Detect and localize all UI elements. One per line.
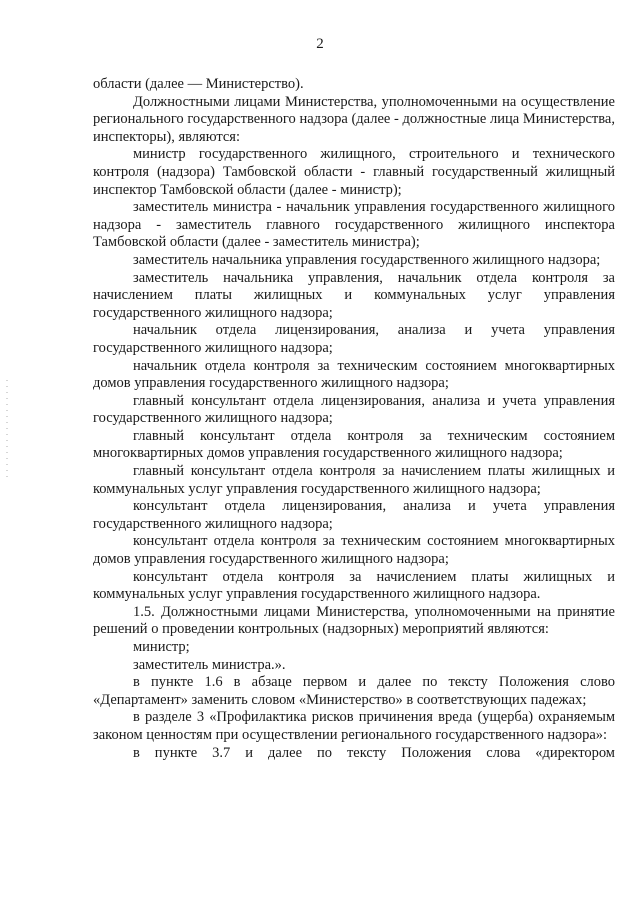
paragraph: в пункте 1.6 в абзаце первом и далее по тексту Положения слово «Департамент» заменить словом «Министерство» в соответствующих падежах; <box>93 674 615 708</box>
page-number: 2 <box>316 36 324 52</box>
paragraph: заместитель министра - начальник управления государственного жилищного надзора - заместитель главного государственного жилищного инспектора Тамбовской области (далее - заместитель министра); <box>93 199 615 251</box>
paragraph: министр государственного жилищного, строительного и технического контроля (надзора) Тамбовской области - главный государственный жилищный инспектор Тамбовской области (далее - министр); <box>93 146 615 198</box>
paragraph: консультант отдела лицензирования, анализа и учета управления государственного жилищного надзора; <box>93 498 615 532</box>
paragraph: министр; <box>133 639 190 655</box>
paragraph: 1.5. Должностными лицами Министерства, уполномоченными на принятие решений о проведении контрольных (надзорных) мероприятий являются: <box>93 603 615 638</box>
paragraph: в разделе 3 «Профилактика рисков причинения вреда (ущерба) охраняемым законом ценностям при осуществлении регионального государственного надзора»: <box>93 709 615 743</box>
paragraph: главный консультант отдела лицензирования, анализа и учета управления государственного жилищного надзора; <box>93 392 615 427</box>
paragraph: заместитель начальника управления, начальник отдела контроля за начислением платы жилищных и коммунальных услуг управления государственного жилищного надзора; <box>93 269 615 321</box>
paragraph: заместитель министра.». <box>133 656 286 673</box>
paragraph: в пункте 3.7 и далее по тексту Положения слова «директором <box>133 744 615 761</box>
document-body <box>93 76 615 762</box>
paragraph: консультант отдела контроля за техническим состоянием многоквартирных домов управления государственного жилищного надзора; <box>93 533 615 568</box>
paragraph: области (далее — Министерство). <box>93 76 304 92</box>
paragraph: консультант отдела контроля за начислением платы жилищных и коммунальных услуг управления государственного жилищного надзора. <box>93 568 615 603</box>
paragraph: заместитель начальника управления государственного жилищного надзора; <box>133 251 601 268</box>
paragraph: главный консультант отдела контроля за начислением платы жилищных и коммунальных услуг управления государственного жилищного надзора; <box>93 463 615 497</box>
scan-margin-marks <box>6 380 8 480</box>
paragraph: начальник отдела лицензирования, анализа и учета управления государственного жилищного надзора; <box>93 322 615 356</box>
paragraph: главный консультант отдела контроля за техническим состоянием многоквартирных домов управления государственного жилищного надзора; <box>93 427 615 462</box>
paragraph: начальник отдела контроля за техническим состоянием многоквартирных домов управления государственного жилищного надзора; <box>93 357 615 392</box>
paragraph: Должностными лицами Министерства, уполномоченными на осуществление регионального государственного надзора (далее - должностные лица Министерства, инспекторы), являются: <box>93 93 615 145</box>
